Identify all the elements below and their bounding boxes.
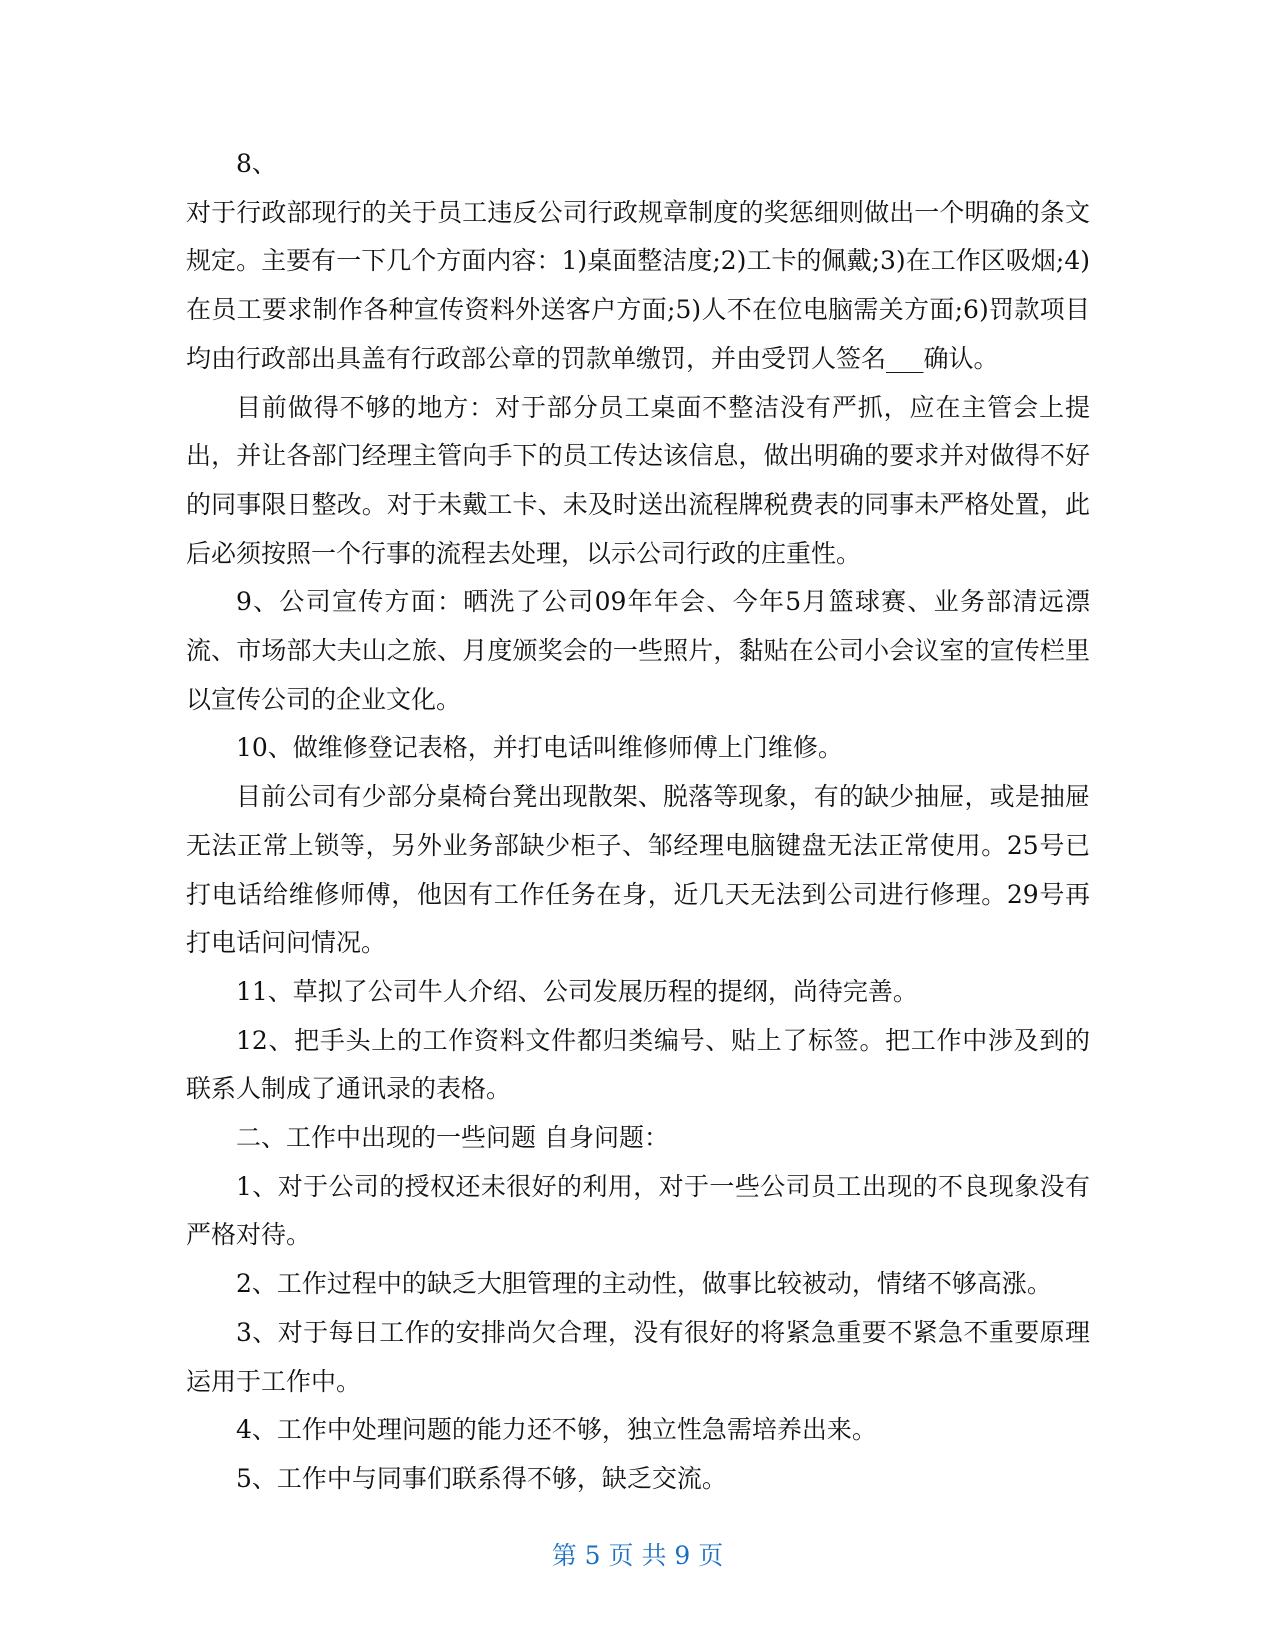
paragraph-admin-rules: 对于行政部现行的关于员工违反公司行政规章制度的奖惩细则做出一个明确的条文规定。主要有一下几个方面内容：1)桌面整洁度;2)工卡的佩戴;3)在工作区吸烟;4)在员工要求制作各种宣传资料外送客户方面;5)人不在位电脑需关方面;6)罚款项目均由行政部出具盖有行政部公章的罚款单缴罚，并由受罚人签名___确认。 [186, 197, 1090, 373]
problem-item-4: 4、工作中处理问题的能力还不够，独立性急需培养出来。 [236, 1415, 877, 1445]
problem-item-1: 1、对于公司的授权还未很好的利用，对于一些公司员工出现的不良现象没有严格对待。 [186, 1171, 1090, 1250]
paragraph-item-11: 11、草拟了公司牛人介绍、公司发展历程的提纲，尚待完善。 [236, 976, 918, 1006]
problem-item-3: 3、对于每日工作的安排尚欠合理，没有很好的将紧急重要不紧急不重要原理运用于工作中。 [186, 1317, 1090, 1396]
paragraph-item-9: 9、公司宣传方面：晒洗了公司09年年会、今年5月篮球赛、业务部清远漂流、市场部大夫山之旅、月度颁奖会的一些照片，黏贴在公司小会议室的宣传栏里以宣传公司的企业文化。 [186, 587, 1090, 714]
page-number-footer: 第 5 页 共 9 页 [551, 1541, 724, 1570]
document-body [186, 140, 1090, 1504]
paragraph-item-8: 8、 [236, 149, 277, 178]
problem-item-2: 2、工作过程中的缺乏大胆管理的主动性，做事比较被动，情绪不够高涨。 [236, 1269, 1052, 1299]
paragraph-item-10: 10、做维修登记表格，并打电话叫维修师傅上门维修。 [236, 733, 843, 763]
paragraph-repairs: 目前公司有少部分桌椅台凳出现散架、脱落等现象，有的缺少抽屉，或是抽屉无法正常上锁等，另外业务部缺少柜子、邹经理电脑键盘无法正常使用。25号已打电话给维修师傅，他因有工作任务在身，近几天无法到公司进行修理。29号再打电话问问情况。 [186, 782, 1090, 958]
paragraph-shortcomings: 目前做得不够的地方：对于部分员工桌面不整洁没有严抓，应在主管会上提出，并让各部门经理主管向手下的员工传达该信息，做出明确的要求并对做得不好的同事限日整改。对于未戴工卡、未及时送出流程牌税费表的同事未严格处置，此后必须按照一个行事的流程去处理，以示公司行政的庄重性。 [186, 392, 1090, 568]
paragraph-item-12: 12、把手头上的工作资料文件都归类编号、贴上了标签。把工作中涉及到的联系人制成了通讯录的表格。 [186, 1025, 1090, 1104]
section-heading-problems: 二、工作中出现的一些问题 自身问题： [236, 1123, 669, 1153]
problem-item-5: 5、工作中与同事们联系得不够，缺乏交流。 [236, 1463, 727, 1493]
